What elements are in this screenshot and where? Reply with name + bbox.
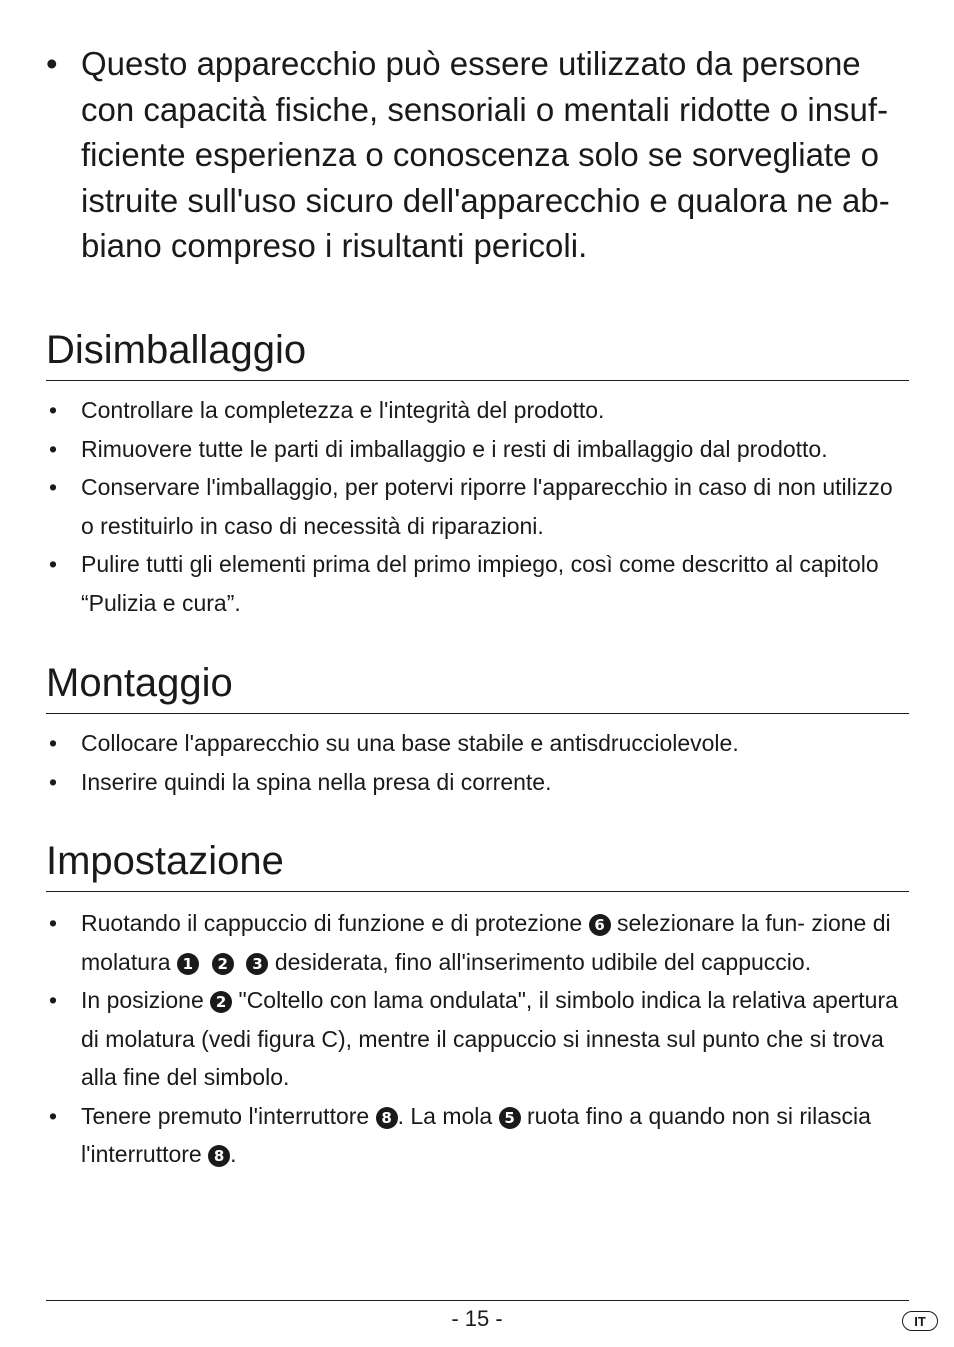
heading-impostazione: Impostazione — [46, 837, 909, 892]
text-segment: In posizione — [81, 987, 204, 1013]
language-badge: IT — [902, 1311, 938, 1331]
list-item — [46, 904, 909, 981]
text-segment: selezionare la fun- zione di molatura — [81, 910, 891, 975]
text-segment: . La mola — [397, 1102, 493, 1129]
number-3-icon: 3 — [246, 953, 268, 975]
number-8-icon: 8 — [376, 1107, 398, 1129]
list-disimballaggio — [46, 391, 909, 622]
list-item: • Pulire tutti gli elementi prima del primo impiego, così come descritto al capitolo “Pulizia e cura”. — [46, 545, 909, 622]
list-item: • Inserire quindi la spina nella presa di corrente. — [46, 763, 909, 802]
heading-montaggio: Montaggio — [46, 659, 909, 714]
number-6-icon: 6 — [589, 914, 611, 936]
number-5-icon: 5 — [499, 1107, 521, 1129]
number-8-icon: 8 — [208, 1145, 230, 1167]
text-segment: desiderata, fino all'inserimento udibile del cappuccio. — [274, 948, 812, 975]
section-montaggio — [46, 659, 909, 801]
list-item: • Collocare l'apparecchio su una base stabile e antisdrucciolevole. — [46, 724, 909, 763]
list-item: • Conservare l'imballaggio, per potervi riporre l'apparecchio in caso di non utilizzo o restituirlo in caso di necessità di riparazioni. — [46, 468, 909, 545]
section-disimballaggio — [46, 326, 909, 622]
list-item: • Controllare la completezza e l'integrità del prodotto. — [46, 391, 909, 430]
number-2-icon: 2 — [212, 953, 234, 975]
list-item: • Rimuovere tutte le parti di imballaggio e i resti di imballaggio dal prodotto. — [46, 430, 909, 469]
text-segment: ruota fino a quando non si rilascia l'interruttore — [81, 1102, 871, 1167]
text-segment: "Coltello con lama ondulata", il simbolo indica la relativa apertura di molatura (vedi figura C), mentre il cappuccio si innesta sul punto che si trova alla fine del simbolo. — [81, 987, 898, 1090]
intro-list — [46, 41, 916, 269]
list-item — [46, 981, 909, 1097]
list-montaggio — [46, 724, 909, 801]
list-impostazione — [46, 904, 909, 1174]
heading-disimballaggio: Disimballaggio — [46, 326, 909, 381]
page-number: - 15 - — [451, 1306, 503, 1331]
footer-divider — [46, 1300, 909, 1301]
text-segment: Tenere premuto l'interruttore — [81, 1102, 370, 1129]
number-1-icon: 1 — [177, 953, 199, 975]
section-impostazione — [46, 837, 909, 1174]
text-segment: . — [230, 1141, 237, 1167]
intro-item: • Questo apparecchio può essere utilizzato da persone con capacità fisiche, sensoriali o mentali ridotte o insuf- ficiente esperienza o conoscenza solo se sorvegliate o istruite sull'uso sicuro dell'apparecchio e qualora ne ab- biano compreso i risultanti pericoli. — [46, 41, 916, 269]
list-item — [46, 1097, 909, 1174]
text-segment: Ruotando il cappuccio di funzione e di protezione — [81, 910, 583, 936]
number-2-icon: 2 — [210, 991, 232, 1013]
